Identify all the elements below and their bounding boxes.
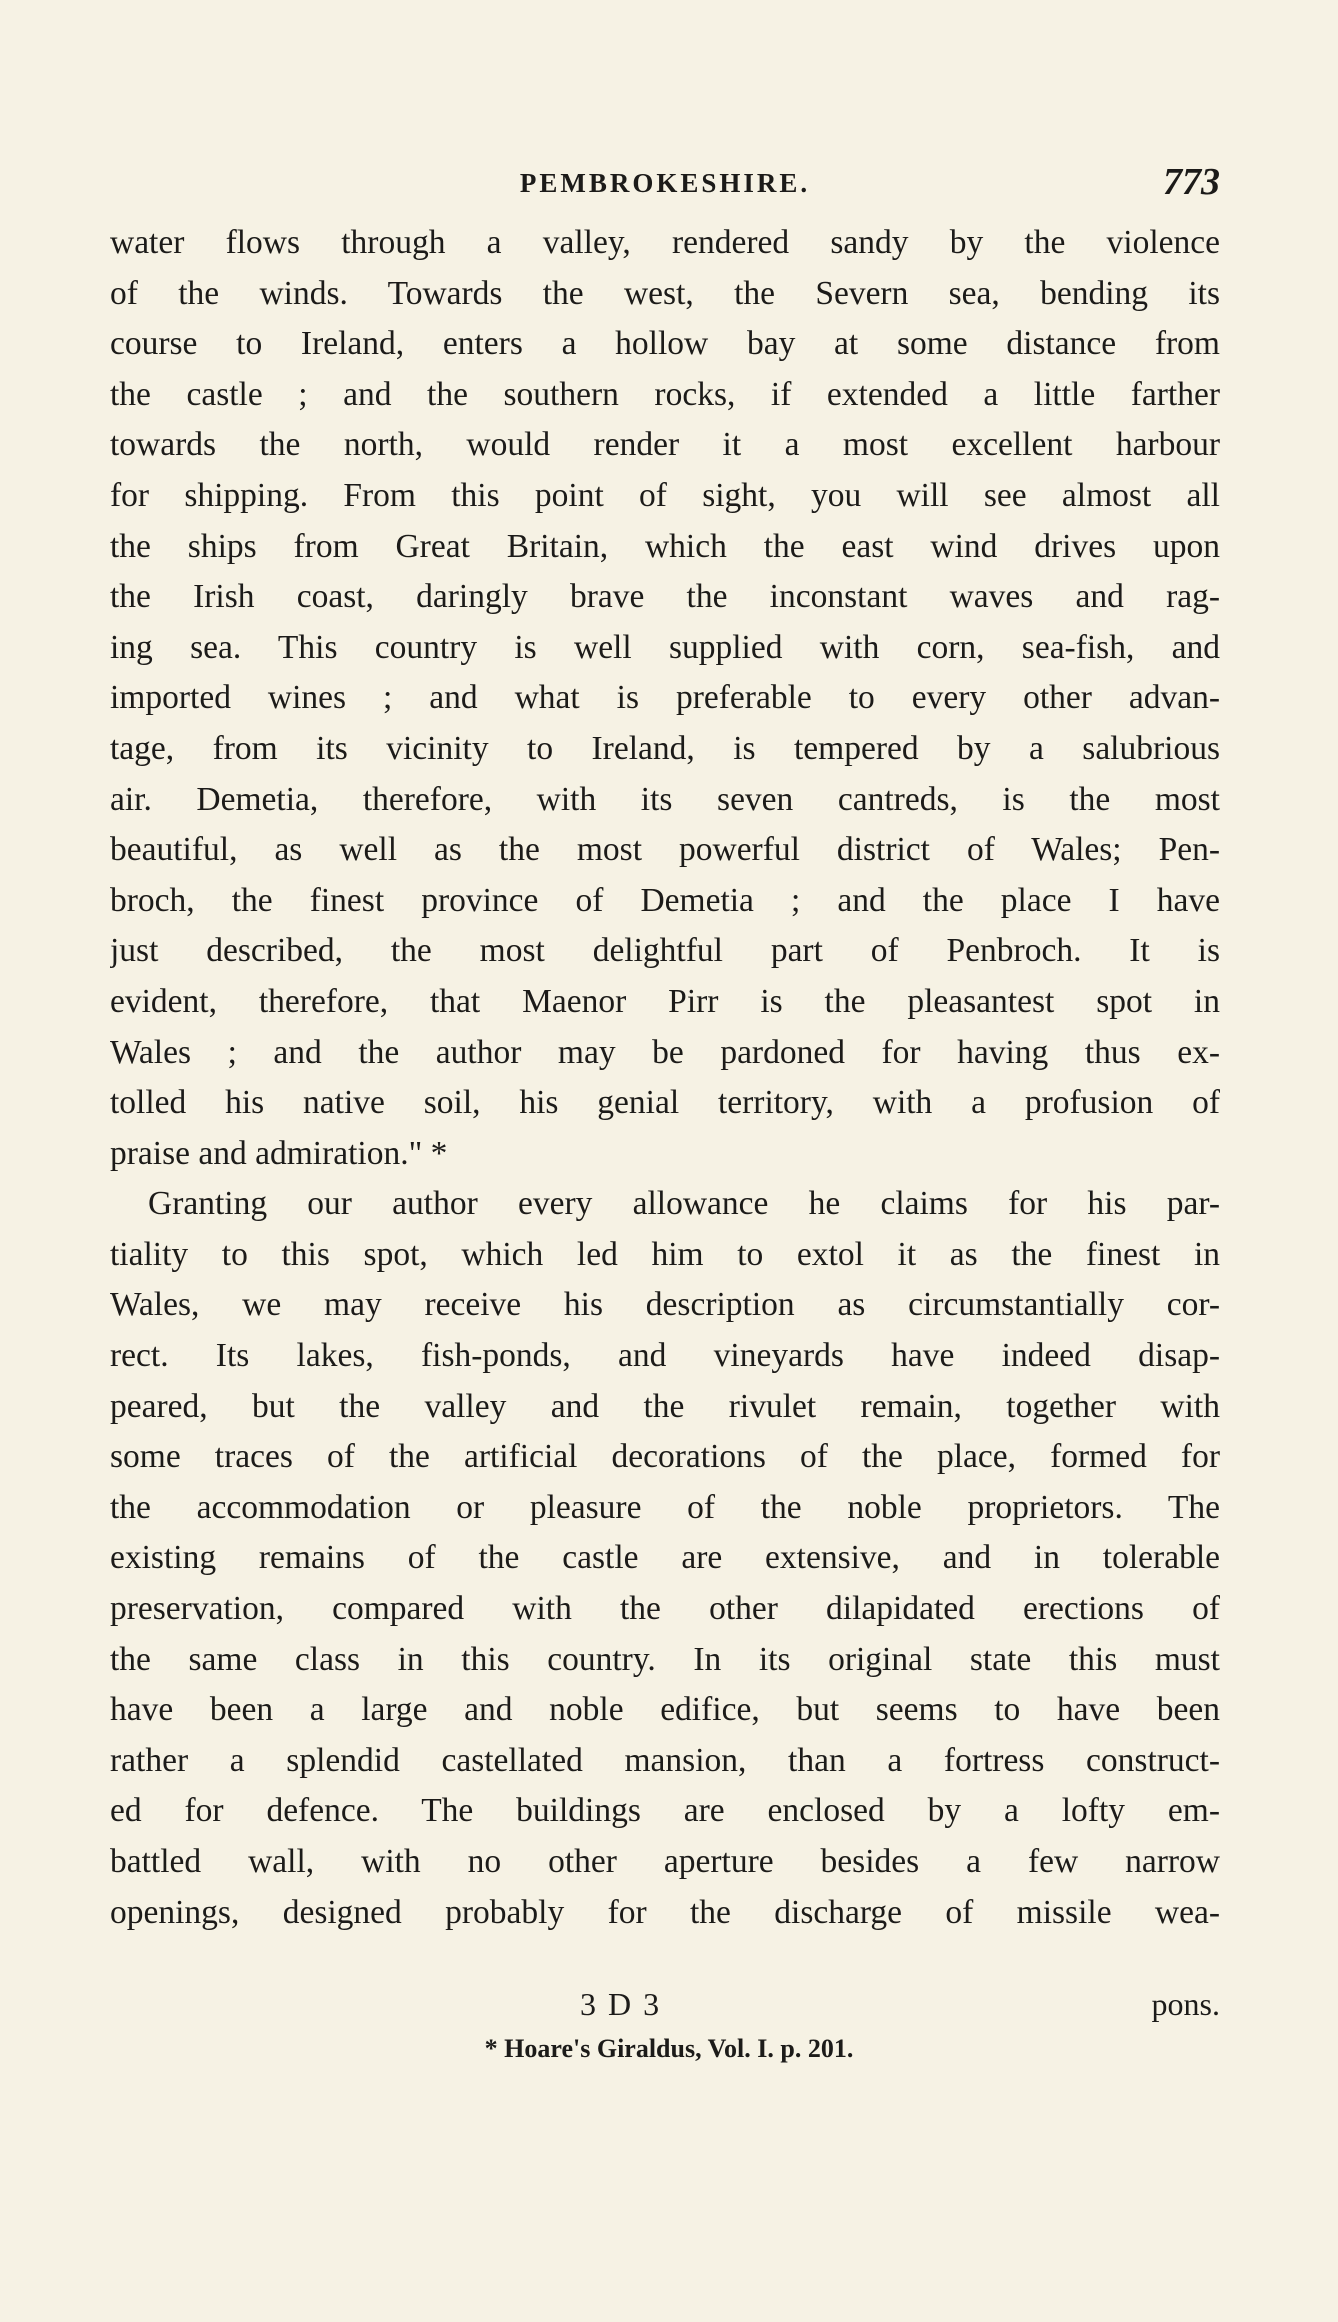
text-line: peared, but the valley and the rivulet remain, together with — [110, 1387, 1220, 1425]
text-line: beautiful, as well as the most powerful district of Wales; Pen- — [110, 831, 1220, 869]
text-line: ed for defence. The buildings are enclosed by a lofty em- — [110, 1792, 1220, 1830]
text-line: ing sea. This country is well supplied with corn, sea-fish, and — [110, 628, 1220, 666]
text-line: the ships from Great Britain, which the east wind drives upon — [110, 527, 1220, 565]
text-line: battled wall, with no other aperture besides a few narrow — [110, 1843, 1220, 1880]
catchword: pons. — [1151, 1986, 1220, 2022]
text-line: towards the north, would render it a most excellent harbour — [110, 426, 1220, 464]
text-line: preservation, compared with the other dilapidated erections of — [110, 1590, 1220, 1628]
text-line: Wales, we may receive his description as circumstantially cor- — [110, 1286, 1220, 1324]
text-line: of the winds. Towards the west, the Severn sea, bending its — [110, 274, 1220, 312]
body-text — [110, 218, 1220, 1938]
text-line: the accommodation or pleasure of the noble proprietors. The — [110, 1488, 1220, 1526]
text-line: rect. Its lakes, fish-ponds, and vineyards have indeed disap- — [110, 1337, 1220, 1375]
text-line: rather a splendid castellated mansion, than a fortress construct- — [110, 1741, 1220, 1779]
text-line: openings, designed probably for the discharge of missile wea- — [110, 1893, 1220, 1931]
page-number: 773 — [1163, 161, 1220, 203]
text-line: Wales ; and the author may be pardoned for having thus ex- — [110, 1033, 1220, 1071]
text-line: the Irish coast, daringly brave the inconstant waves and rag- — [110, 578, 1220, 616]
text-line: course to Ireland, enters a hollow bay at some distance from — [110, 325, 1220, 363]
text-line: broch, the finest province of Demetia ; and the place I have — [110, 881, 1220, 919]
text-line: Granting our author every allowance he claims for his par- — [148, 1185, 1220, 1223]
page-footer — [110, 1986, 1220, 2036]
signature-mark: 3 D 3 — [580, 1986, 662, 2022]
text-line: tiality to this spot, which led him to extol it as the finest in — [110, 1235, 1220, 1273]
text-line: tage, from its vicinity to Ireland, is tempered by a salubrious — [110, 729, 1220, 767]
running-title: PEMBROKESHIRE. — [519, 168, 811, 198]
running-head — [110, 160, 1220, 210]
text-line: evident, therefore, that Maenor Pirr is the pleasantest spot in — [110, 982, 1220, 1020]
text-line: praise and admiration." * — [110, 1134, 448, 1172]
text-line: air. Demetia, therefore, with its seven cantreds, is the most — [110, 780, 1220, 818]
text-line: tolled his native soil, his genial territory, with a profusion of — [110, 1084, 1220, 1122]
footnote: * Hoare's Giraldus, Vol. I. p. 201. — [484, 2034, 854, 2063]
text-line: just described, the most delightful part of Penbroch. It is — [110, 932, 1220, 970]
text-line: water flows through a valley, rendered sandy by the violence — [110, 224, 1220, 261]
text-line: for shipping. From this point of sight, you will see almost all — [110, 476, 1220, 514]
text-line: the castle ; and the southern rocks, if extended a little farther — [110, 375, 1220, 413]
text-line: some traces of the artificial decorations of the place, formed for — [110, 1438, 1220, 1476]
text-line: have been a large and noble edifice, but seems to have been — [110, 1691, 1220, 1729]
text-line: imported wines ; and what is preferable to every other advan- — [110, 679, 1220, 717]
text-line: existing remains of the castle are extensive, and in tolerable — [110, 1539, 1220, 1577]
text-line: the same class in this country. In its original state this must — [110, 1640, 1220, 1678]
